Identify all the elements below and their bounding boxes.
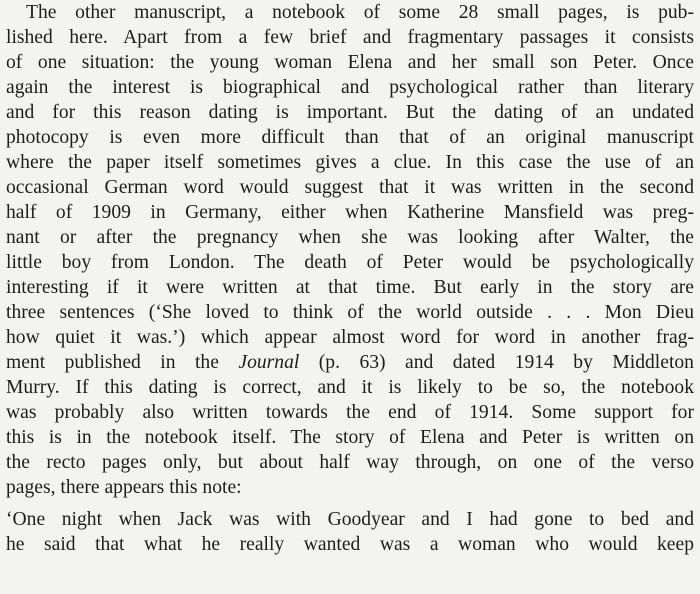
quote-line-2: he said that what he really wanted was a woman who would keep <box>6 534 694 555</box>
text-line-13: three sentences (‘She loved to think of the world outside . . . Mon Dieu <box>6 302 694 323</box>
text-line-15-start: ment published in the <box>6 352 239 373</box>
text-line-17: was probably also written towards the end of 1914. Some support for <box>6 402 694 423</box>
text-line-15-end: (p. 63) and dated 1914 by Middleton <box>299 352 694 373</box>
text-line-15 <box>6 350 694 375</box>
text-line-4: again the interest is biographical and psychological rather than literary <box>6 77 694 98</box>
text-line-18: this is in the notebook itself. The story of Elena and Peter is written on <box>6 427 694 448</box>
text-line-2: lished here. Apart from a few brief and fragmentary passages it consists <box>6 27 694 48</box>
text-line-9: half of 1909 in Germany, either when Katherine Mansfield was preg- <box>6 202 694 223</box>
text-line-7: where the paper itself sometimes gives a clue. In this case the use of an <box>6 152 694 173</box>
text-line-11: little boy from London. The death of Peter would be psychologically <box>6 252 694 273</box>
journal-title: Journal <box>238 352 300 373</box>
text-line-6: photocopy is even more difficult than that of an original manuscript <box>6 127 694 148</box>
text-line-19: the recto pages only, but about half way through, on one of the verso <box>6 452 694 473</box>
text-line-16: Murry. If this dating is correct, and it is likely to be so, the notebook <box>6 377 694 398</box>
text-line-5: and for this reason dating is important. But the dating of an undated <box>6 102 694 123</box>
quote-line-1: ‘One night when Jack was with Goodyear and I had gone to bed and <box>6 509 694 530</box>
text-line-12: interesting if it were written at that time. But early in the story are <box>6 277 694 298</box>
text-line-10: nant or after the pregnancy when she was looking after Walter, the <box>6 227 694 248</box>
text-line-3: of one situation: the young woman Elena and her small son Peter. Once <box>6 52 694 73</box>
text-line-1: The other manuscript, a notebook of some 28 small pages, is pub- <box>26 2 694 23</box>
text-line-14: how quiet it was.’) which appear almost word for word in another frag- <box>6 327 694 348</box>
text-line-20: pages, there appears this note: <box>6 477 242 498</box>
text-line-8: occasional German word would suggest that it was written in the second <box>6 177 694 198</box>
